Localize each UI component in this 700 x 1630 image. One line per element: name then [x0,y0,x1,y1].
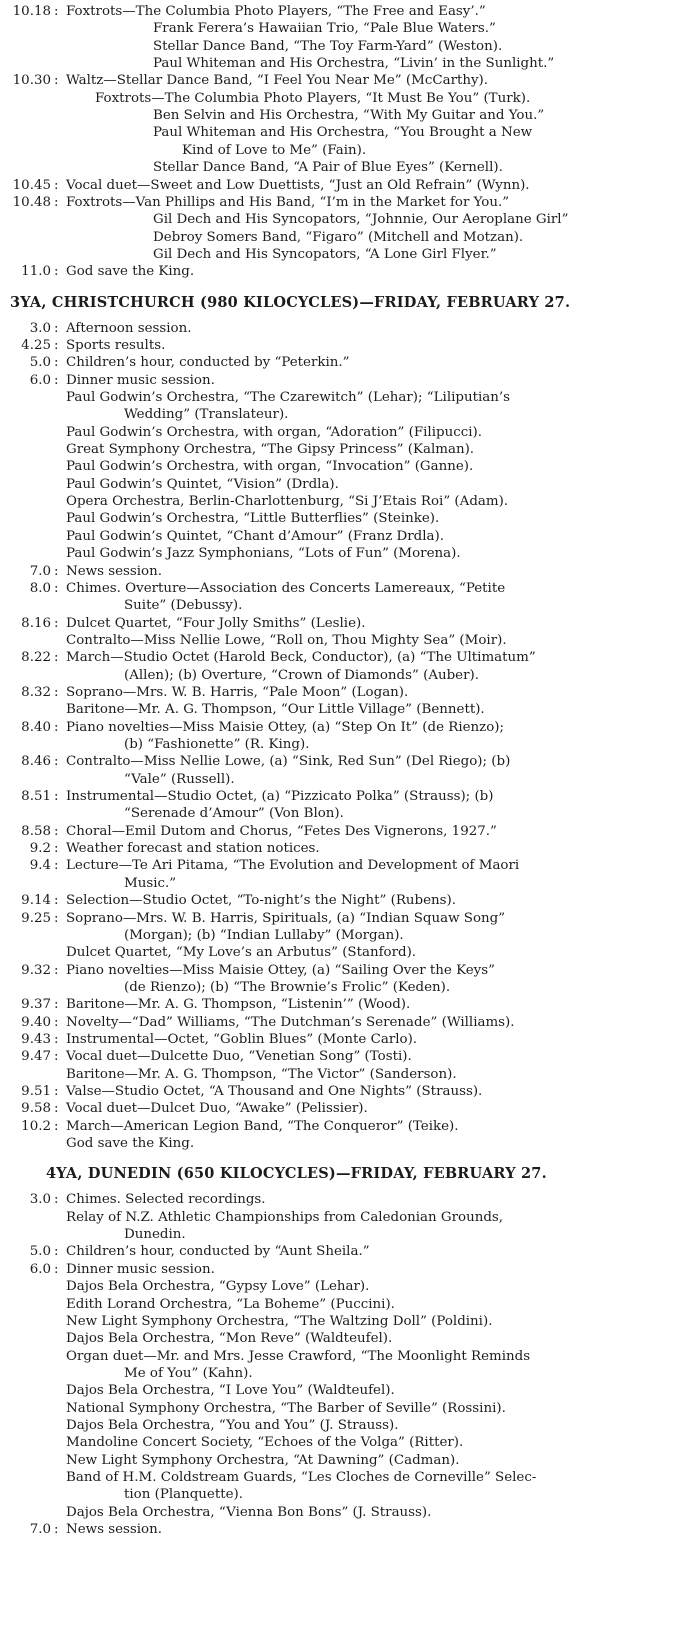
programme-text: Chimes. Selected recordings. [66,1192,266,1208]
time-separator: : [54,1101,59,1117]
programme-line [0,581,700,598]
programme-text: Vocal duet—Dulcette Duo, “Venetian Song” (Tosti). [66,1049,412,1065]
programme-line [0,477,700,494]
programme-text: Sports results. [66,337,166,353]
programme-text: Dajos Bela Orchestra, “You and You” (J. Strauss). [66,1417,399,1433]
time-stamp: 10.30 [12,73,51,89]
programme-line [0,1401,700,1418]
programme-line [0,650,700,667]
programme-text: Selection—Studio Octet, “To-night’s the Night” (Rubens). [66,893,457,909]
programme-text: God save the King. [66,264,195,280]
time-separator: : [54,563,59,579]
programme-line [0,997,700,1014]
time-separator: : [54,962,59,978]
programme-text: Contralto—Miss Nellie Lowe, (a) “Sink, Red Sun” (Del Riego); (b) [66,754,511,770]
programme-text: Dajos Bela Orchestra, “Vienna Bon Bons” (J. Strauss). [66,1504,432,1520]
time-stamp: 10.2 [21,1118,51,1134]
programme-text: “Serenade d’Amour” (Von Blon). [124,806,344,822]
time-stamp: 5.0 [29,1244,51,1260]
programme-text: Music.” [124,875,177,891]
programme-line [0,980,700,997]
programme-line [0,511,700,528]
programme-line [0,1032,700,1049]
programme-text: Dunedin. [124,1227,186,1243]
programme-line [0,1101,700,1118]
programme-line [0,212,700,229]
programme-text: Chimes. Overture—Association des Concerts Lamereaux, “Petite [66,580,506,596]
time-separator: : [54,1118,59,1134]
time-separator: : [54,1244,59,1260]
programme-line [0,1505,700,1522]
programme-line [0,702,700,719]
programme-line [0,230,700,247]
time-separator: : [54,893,59,909]
time-separator: : [54,684,59,700]
programme-line [0,1383,700,1400]
programme-line [0,442,700,459]
time-separator: : [54,337,59,353]
time-separator: : [54,719,59,735]
time-stamp: 11.0 [21,264,51,280]
programme-text: New Light Symphony Orchestra, “The Waltzing Doll” (Poldini). [66,1313,493,1329]
programme-line [0,1435,700,1452]
programme-text: Foxtrots—Van Phillips and His Band, “I’m in the Market for You.” [66,194,510,210]
time-separator: : [54,754,59,770]
programme-text: Stellar Dance Band, “The Toy Farm-Yard” (Weston). [153,38,503,54]
programme-line [0,108,700,125]
programme-line [0,425,700,442]
time-separator: : [54,177,59,193]
programme-line [0,1084,700,1101]
time-stamp: 8.22 [21,650,51,666]
time-separator: : [54,1192,59,1208]
programme-line [0,160,700,177]
programme-text: (Allen); (b) Overture, “Crown of Diamonds” (Auber). [124,667,479,683]
programme-line [0,39,700,56]
programme-text: Paul Godwin’s Quintet, “Vision” (Drdla). [66,476,339,492]
programme-text: God save the King. [66,1136,195,1152]
programme-text: Paul Godwin’s Orchestra, with organ, “Adoration” (Filipucci). [66,424,482,440]
time-stamp: 9.43 [21,1031,51,1047]
programme-text: Vocal duet—Sweet and Low Duettists, “Just an Old Refrain” (Wynn). [66,177,530,193]
programme-text: “Vale” (Russell). [124,771,235,787]
programme-text: Choral—Emil Dutom and Chorus, “Fetes Des Vignerons, 1927.” [66,823,497,839]
time-separator: : [54,194,59,210]
programme-text: Baritone—Mr. A. G. Thompson, “Our Little Village” (Bennett). [66,702,485,718]
programme-line [0,1418,700,1435]
programme-line [0,373,700,390]
programme-text: Stellar Dance Band, “A Pair of Blue Eyes” (Kernell). [153,160,503,176]
programme-text: Gil Dech and His Syncopators, “Johnnie, Our Aeroplane Girl” [153,212,569,228]
programme-text: Relay of N.Z. Athletic Championships from Caledonian Grounds, [66,1209,504,1225]
programme-text: Gil Dech and His Syncopators, “A Lone Girl Flyer.” [153,246,497,262]
programme-text: Wedding” (Translateur). [124,407,289,423]
time-stamp: 9.4 [29,858,51,874]
programme-line [0,195,700,212]
time-stamp: 6.0 [29,1261,51,1277]
programme-text: March—American Legion Band, “The Conqueror” (Teike). [66,1118,459,1134]
programme-text: Organ duet—Mr. and Mrs. Jesse Crawford, “The Moonlight Reminds [66,1348,531,1364]
programme-line [0,806,700,823]
time-stamp: 8.58 [21,823,51,839]
programme-text: (de Rienzo); (b) “The Brownie’s Frolic” (Keden). [124,979,451,995]
programme-line [0,1262,700,1279]
programme-text: Afternoon session. [66,320,192,336]
programme-text: Paul Godwin’s Jazz Symphonians, “Lots of Fun” (Morena). [66,546,461,562]
programme-line [0,1136,700,1153]
programme-text: Debroy Somers Band, “Figaro” (Mitchell and Motzan). [153,229,524,245]
programme-line [0,858,700,875]
programme-text: Lecture—Te Ari Pitama, “The Evolution and Development of Maori [66,858,520,874]
programme-text: Suite” (Debussy). [124,598,243,614]
programme-line [0,1522,700,1539]
programme-line [0,1210,700,1227]
programme-text: Dinner music session. [66,372,215,388]
programme-text: Baritone—Mr. A. G. Thompson, “The Victor” (Sanderson). [66,1066,457,1082]
programme-text: Paul Godwin’s Quintet, “Chant d’Amour” (Franz Drdla). [66,528,444,544]
time-stamp: 6.0 [29,372,51,388]
programme-text: Dinner music session. [66,1261,215,1277]
programme-text: March—Studio Octet (Harold Beck, Conductor), (a) “The Ultimatum” [66,650,536,666]
programme-text: Frank Ferera’s Hawaiian Trio, “Pale Blue Waters.” [153,21,496,37]
time-separator: : [54,355,59,371]
programme-line [0,1331,700,1348]
programme-line [0,247,700,264]
programme-text: Paul Godwin’s Orchestra, “The Czarewitch” (Lehar); “Liliputian’s [66,390,510,405]
programme-line [0,1279,700,1296]
programme-line [0,1349,700,1366]
time-separator: : [54,4,59,19]
programme-text: Waltz—Stellar Dance Band, “I Feel You Near Me” (McCarthy). [66,73,489,89]
station-heading: 3YA, CHRISTCHURCH (980 KILOCYCLES)—FRIDAY, FEBRUARY 27. [10,293,571,311]
programme-text: New Light Symphony Orchestra, “At Dawning” (Cadman). [66,1452,460,1468]
programme-line [0,1244,700,1261]
programme-text: Instrumental—Octet, “Goblin Blues” (Monte Carlo). [66,1031,418,1047]
programme-line [0,355,700,372]
time-stamp: 10.48 [12,194,51,210]
programme-line [0,459,700,476]
programme-line [0,546,700,563]
programme-line [0,21,700,38]
time-separator: : [54,910,59,926]
time-separator: : [54,320,59,336]
time-separator: : [54,73,59,89]
programme-text: Mandoline Concert Society, “Echoes of the Volga” (Ritter). [66,1435,464,1451]
programme-text: Ben Selvin and His Orchestra, “With My Guitar and You.” [153,108,545,124]
programme-text: (b) “Fashionette” (R. King). [124,737,310,752]
time-stamp: 10.45 [12,177,51,193]
programme-line [0,616,700,633]
programme-text: Children’s hour, conducted by “Aunt Sheila.” [66,1244,370,1260]
programme-line [0,754,700,771]
time-separator: : [54,1522,59,1538]
time-stamp: 8.16 [21,615,51,631]
programme-line [0,1366,700,1383]
programme-line [0,1470,700,1487]
time-stamp: 4.25 [21,337,51,353]
programme-line [0,1015,700,1032]
programme-line [0,1297,700,1314]
programme-line [0,1227,700,1244]
time-stamp: 9.2 [29,841,51,857]
programme-line [0,4,700,21]
programme-text: Kind of Love to Me” (Fain). [182,142,367,158]
programme-line [0,963,700,980]
programme-text: National Symphony Orchestra, “The Barber of Seville” (Rossini). [66,1400,506,1416]
programme-line [0,876,700,893]
time-separator: : [54,789,59,805]
programme-line [0,1192,700,1209]
programme-text: Me of You” (Kahn). [124,1365,253,1381]
programme-line [0,685,700,702]
programme-text: Piano novelties—Miss Maisie Ottey, (a) “Step On It” (de Rienzo); [66,719,505,735]
time-stamp: 9.58 [21,1101,51,1117]
programme-text: Dajos Bela Orchestra, “Gypsy Love” (Lehar). [66,1279,370,1295]
time-separator: : [54,858,59,874]
programme-line [0,1487,700,1504]
programme-line [0,789,700,806]
programme-line [0,407,700,424]
programme-text: Dajos Bela Orchestra, “I Love You” (Waldteufel). [66,1383,395,1399]
time-stamp: 8.46 [21,754,51,770]
time-stamp: 9.32 [21,962,51,978]
programme-text: Contralto—Miss Nellie Lowe, “Roll on, Thou Mighty Sea” (Moir). [66,632,507,648]
station-heading: 4YA, DUNEDIN (650 KILOCYCLES)—FRIDAY, FEBRUARY 27. [46,1165,547,1183]
time-stamp: 9.47 [21,1049,51,1065]
programme-line [0,91,700,108]
programme-line [0,598,700,615]
time-stamp: 9.37 [21,997,51,1013]
programme-line [0,893,700,910]
programme-text: Paul Whiteman and His Orchestra, “Livin’ in the Sunlight.” [153,56,555,72]
programme-line [0,633,700,650]
time-separator: : [54,1261,59,1277]
time-stamp: 8.51 [21,789,51,805]
programme-line [0,1314,700,1331]
time-separator: : [54,615,59,631]
programme-line [0,1453,700,1470]
programme-text: Weather forecast and station notices. [66,841,320,857]
time-stamp: 8.0 [29,580,51,596]
programme-text: Baritone—Mr. A. G. Thompson, “Listenin’” (Wood). [66,997,411,1013]
programme-line [0,125,700,142]
programme-line [0,264,700,281]
programme-line [0,338,700,355]
programme-text: Piano novelties—Miss Maisie Ottey, (a) “Sailing Over the Keys” [66,962,495,978]
time-stamp: 3.0 [29,320,51,336]
programme-text: Paul Godwin’s Orchestra, “Little Butterflies” (Steinke). [66,511,440,527]
programme-line [0,529,700,546]
programme-text: Soprano—Mrs. W. B. Harris, Spirituals, (a) “Indian Squaw Song” [66,910,506,926]
programme-line [0,494,700,511]
time-separator: : [54,1084,59,1099]
programme-text: tion (Planquette). [124,1487,244,1503]
programme-line [0,945,700,962]
programme-text: Edith Lorand Orchestra, “La Boheme” (Puccini). [66,1296,395,1312]
programme-text: Valse—Studio Octet, “A Thousand and One Nights” (Strauss). [66,1084,483,1099]
programme-line [0,1067,700,1084]
time-separator: : [54,823,59,839]
programme-text: Paul Whiteman and His Orchestra, “You Brought a New [153,125,533,141]
time-separator: : [54,650,59,666]
programme-line [0,56,700,73]
programme-line [0,668,700,685]
programme-text: Dajos Bela Orchestra, “Mon Reve” (Waldteufel). [66,1331,393,1347]
programme-text: Dulcet Quartet, “My Love’s an Arbutus” (Stanford). [66,945,417,961]
programme-text: Foxtrots—The Columbia Photo Players, “The Free and Easy’.” [66,4,486,19]
time-stamp: 9.40 [21,1014,51,1030]
time-stamp: 9.25 [21,910,51,926]
time-separator: : [54,264,59,280]
time-stamp: 8.32 [21,684,51,700]
time-stamp: 9.51 [21,1084,51,1099]
time-stamp: 7.0 [29,563,51,579]
time-separator: : [54,580,59,596]
programme-line [0,390,700,407]
programme-line [0,772,700,789]
time-separator: : [54,841,59,857]
programme-text: Opera Orchestra, Berlin-Charlottenburg, “Si J’Etais Roi” (Adam). [66,494,509,510]
time-separator: : [54,372,59,388]
programme-line [0,73,700,90]
programme-line [0,737,700,754]
programme-text: Band of H.M. Coldstream Guards, “Les Cloches de Corneville” Selec- [66,1470,537,1485]
programme-line [0,321,700,338]
time-stamp: 3.0 [29,1192,51,1208]
programme-line [0,928,700,945]
programme-text: News session. [66,563,162,579]
time-separator: : [54,1014,59,1030]
programme-line [0,720,700,737]
programme-line [0,841,700,858]
programme-text: Foxtrots—The Columbia Photo Players, “It Must Be You” (Turk). [95,90,531,106]
time-stamp: 8.40 [21,719,51,735]
time-separator: : [54,1031,59,1047]
programme-text: (Morgan); (b) “Indian Lullaby” (Morgan). [124,927,404,943]
programme-line [0,1119,700,1136]
time-stamp: 5.0 [29,355,51,371]
time-separator: : [54,1049,59,1065]
programme-line [0,911,700,928]
programme-line [0,143,700,160]
programme-text: Children’s hour, conducted by “Peterkin.” [66,355,350,371]
programme-text: Instrumental—Studio Octet, (a) “Pizzicato Polka” (Strauss); (b) [66,789,494,805]
programme-text: Paul Godwin’s Orchestra, with organ, “Invocation” (Ganne). [66,459,474,475]
programme-line [0,1049,700,1066]
programme-text: Vocal duet—Dulcet Duo, “Awake” (Pelissier). [66,1101,368,1117]
programme-line [0,178,700,195]
programme-text: Soprano—Mrs. W. B. Harris, “Pale Moon” (Logan). [66,684,409,700]
time-separator: : [54,997,59,1013]
programme-text: Novelty—“Dad” Williams, “The Dutchman’s Serenade” (Williams). [66,1014,515,1030]
time-stamp: 7.0 [29,1522,51,1538]
programme-text: News session. [66,1522,162,1538]
programme-text: Dulcet Quartet, “Four Jolly Smiths” (Leslie). [66,615,366,631]
time-stamp: 10.18 [12,4,51,19]
programme-text: Great Symphony Orchestra, “The Gipsy Princess” (Kalman). [66,442,475,458]
programme-line [0,564,700,581]
time-stamp: 9.14 [21,893,51,909]
programme-line [0,824,700,841]
